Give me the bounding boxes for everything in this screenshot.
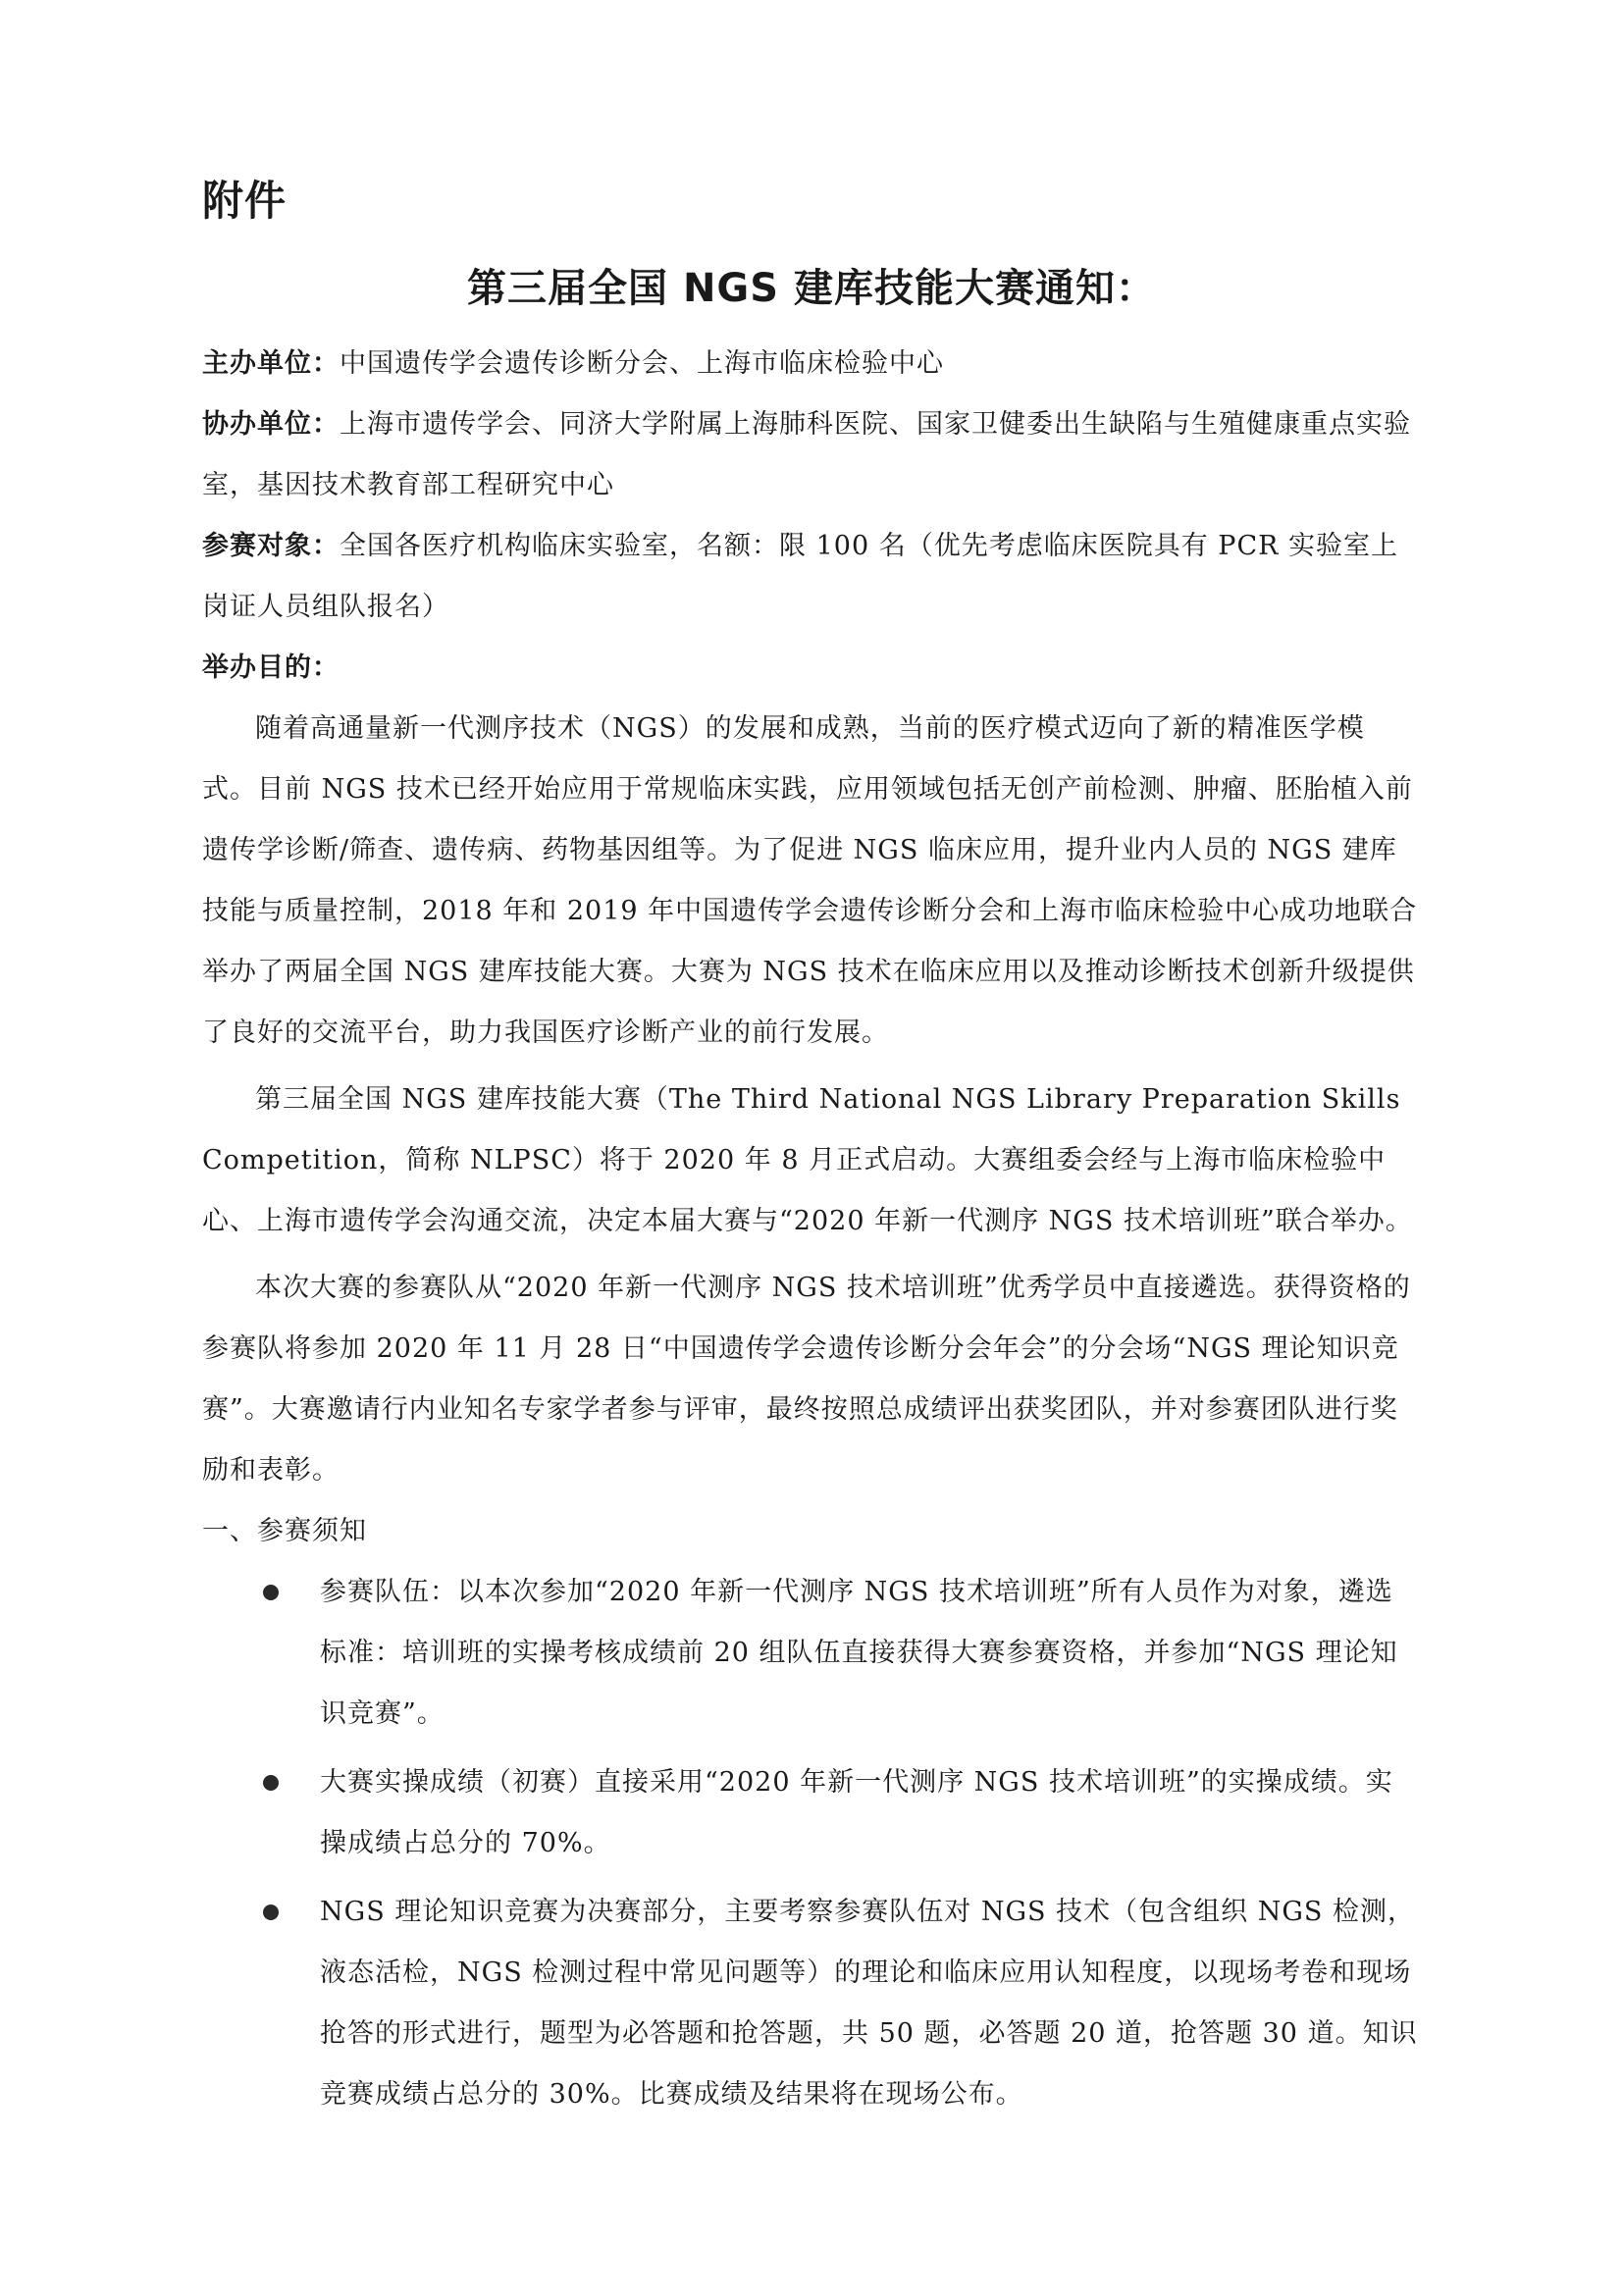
document-body (202, 334, 1419, 2133)
page-title: 第三届全国 NGS 建库技能大赛通知： (467, 266, 1156, 311)
list-item (202, 1562, 1419, 1745)
participants-label: 参赛对象： (202, 531, 340, 561)
participants-text: 全国各医疗机构临床实验室，名额：限 100 名（优先考虑临床医院具有 PCR 实验室上岗证人员组队报名） (202, 531, 1399, 622)
co-organizer-text: 上海市遗传学会、同济大学附属上海肺科医院、国家卫健委出生缺陷与生殖健康重点实验室，基因技术教育部工程研究中心 (202, 409, 1411, 500)
organizer-line (202, 334, 1419, 394)
list-item-text: 参赛队伍：以本次参加“2020 年新一代测序 NGS 技术培训班”所有人员作为对象，遴选标准：培训班的实操考核成绩前 20 组队伍直接获得大赛参赛资格，并参加“NGS 理论知识竞赛”。 (320, 1577, 1398, 1729)
organizer-label: 主办单位： (202, 348, 340, 379)
co-organizer-label: 协办单位： (202, 409, 340, 440)
attachment-label: 附件 (202, 177, 288, 225)
list-item (202, 1752, 1419, 1874)
paragraph-selection: 本次大赛的参赛队从“2020 年新一代测序 NGS 技术培训班”优秀学员中直接遴选。获得资格的参赛队将参加 2020 年 11 月 28 日“中国遗传学会遗传诊断分会年会”的分会场“NGS 理论知识竞赛”。大赛邀请行内业知名专家学者参与评审，最终按照总成绩评出获奖团队，并对参赛团队进行奖励和表彰。 (202, 1273, 1411, 1486)
purpose-label: 举办目的： (202, 652, 340, 683)
organizer-text: 中国遗传学会遗传诊断分会、上海市临床检验中心 (340, 348, 944, 379)
list-item-text: NGS 理论知识竞赛为决赛部分，主要考察参赛队伍对 NGS 技术（包含组织 NGS 检测，液态活检，NGS 检测过程中常见问题等）的理论和临床应用认知程度，以现场考卷和现场抢答的形式进行，题型为必答题和抢答题，共 50 题，必答题 20 道，抢答题 30 道。知识竞赛成绩占总分的 30%。比赛成绩及结果将在现场公布。 (320, 1897, 1418, 2110)
list-item (202, 1882, 1419, 2125)
co-organizer-line (202, 394, 1419, 516)
participants-line (202, 516, 1419, 638)
bullet-icon (263, 1775, 279, 1791)
paragraph-launch: 第三届全国 NGS 建库技能大赛（The Third National NGS Library Preparation Skills Competition，简称 NLPSC）将于 2020 年 8 月正式启动。大赛组委会经与上海市临床检验中心、上海市遗传学会沟通交流，决定本届大赛与“2020 年新一代测序 NGS 技术培训班”联合举办。 (202, 1084, 1413, 1236)
rules-list (202, 1562, 1419, 2125)
paragraph-purpose: 随着高通量新一代测序技术（NGS）的发展和成熟，当前的医疗模式迈向了新的精准医学模式。目前 NGS 技术已经开始应用于常规临床实践，应用领域包括无创产前检测、肿瘤、胚胎植入前遗传学诊断/筛查、遗传病、药物基因组等。为了促进 NGS 临床应用，提升业内人员的 NGS 建库技能与质量控制，2018 年和 2019 年中国遗传学会遗传诊断分会和上海市临床检验中心成功地联合举办了两届全国 NGS 建库技能大赛。大赛为 NGS 技术在临床应用以及推动诊断技术创新升级提供了良好的交流平台，助力我国医疗诊断产业的前行发展。 (202, 713, 1418, 1048)
list-item-text: 大赛实操成绩（初赛）直接采用“2020 年新一代测序 NGS 技术培训班”的实操成绩。实操成绩占总分的 70%。 (320, 1767, 1393, 1858)
bullet-icon (263, 1905, 279, 1920)
section-heading: 一、参赛须知 (202, 1516, 367, 1546)
purpose-line (202, 638, 1419, 699)
bullet-icon (263, 1585, 279, 1600)
